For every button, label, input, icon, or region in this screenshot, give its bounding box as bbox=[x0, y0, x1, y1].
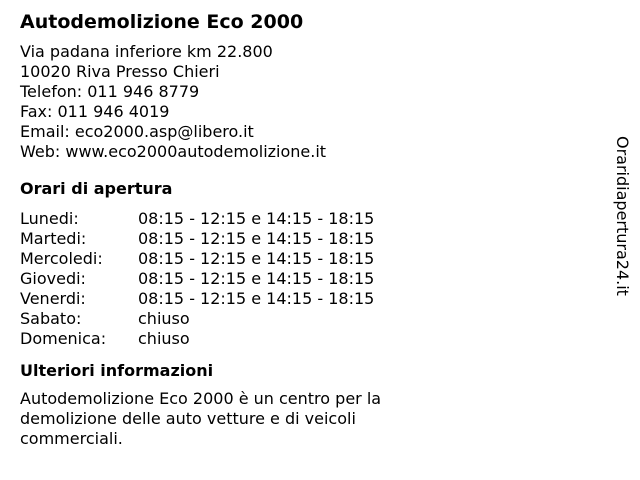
day-time: 08:15 - 12:15 e 14:15 - 18:15 bbox=[138, 269, 375, 288]
website-link[interactable]: Web: www.eco2000autodemolizione.it bbox=[20, 142, 327, 161]
day-time: 08:15 - 12:15 e 14:15 - 18:15 bbox=[138, 249, 375, 268]
hours-table bbox=[20, 209, 600, 349]
day-label: Sabato: bbox=[20, 309, 82, 328]
day-label: Mercoledi: bbox=[20, 249, 103, 268]
hours-row-wednesday bbox=[20, 249, 600, 269]
info-description: Autodemolizione Eco 2000 è un centro per la demolizione delle auto vetture e di veicoli commerciali. bbox=[20, 389, 382, 448]
hours-heading: Orari di apertura bbox=[20, 179, 173, 198]
hours-row-tuesday bbox=[20, 229, 600, 249]
day-label: Lunedi: bbox=[20, 209, 79, 228]
business-name: Autodemolizione Eco 2000 bbox=[20, 11, 304, 33]
day-label: Domenica: bbox=[20, 329, 107, 348]
fax-number: Fax: 011 946 4019 bbox=[20, 102, 170, 121]
site-watermark: Oraridiapertura24.it bbox=[613, 136, 632, 296]
info-heading: Ulteriori informazioni bbox=[20, 361, 214, 380]
address-street: Via padana inferiore km 22.800 bbox=[20, 42, 273, 61]
day-time: 08:15 - 12:15 e 14:15 - 18:15 bbox=[138, 229, 375, 248]
hours-row-saturday bbox=[20, 309, 600, 329]
day-label: Martedi: bbox=[20, 229, 87, 248]
phone-number[interactable]: Telefon: 011 946 8779 bbox=[20, 82, 200, 101]
address-city: 10020 Riva Presso Chieri bbox=[20, 62, 220, 81]
business-card bbox=[20, 10, 600, 449]
day-time: chiuso bbox=[138, 309, 190, 328]
day-time: 08:15 - 12:15 e 14:15 - 18:15 bbox=[138, 289, 375, 308]
day-label: Venerdi: bbox=[20, 289, 86, 308]
contact-block bbox=[20, 42, 600, 162]
email-address[interactable]: Email: eco2000.asp@libero.it bbox=[20, 122, 254, 141]
day-label: Giovedi: bbox=[20, 269, 86, 288]
hours-row-monday bbox=[20, 209, 600, 229]
hours-row-thursday bbox=[20, 269, 600, 289]
hours-row-friday bbox=[20, 289, 600, 309]
day-time: 08:15 - 12:15 e 14:15 - 18:15 bbox=[138, 209, 375, 228]
day-time: chiuso bbox=[138, 329, 190, 348]
hours-row-sunday bbox=[20, 329, 600, 349]
